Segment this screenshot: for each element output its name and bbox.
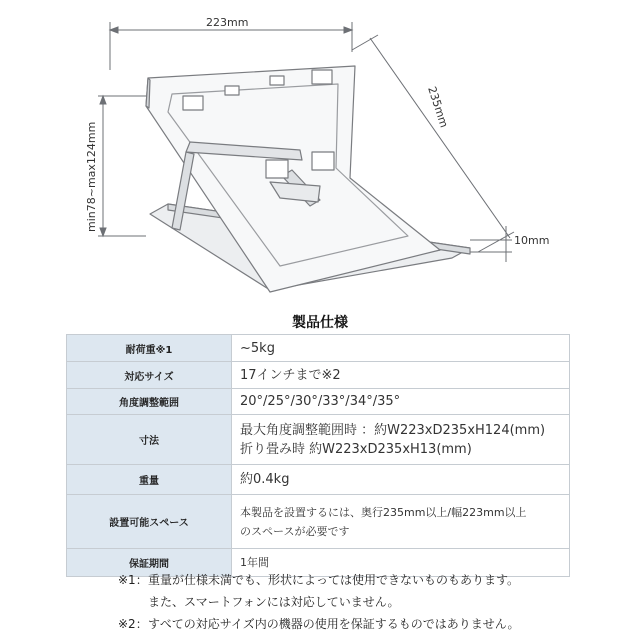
spec-value-line: 最大角度調整範囲時 ：約W223xD235xH124(mm) [240,422,546,438]
spec-value: 20°/25°/30°/33°/34°/35° [232,389,570,415]
spec-key: 寸法 [67,415,232,465]
footnote [118,613,638,635]
spec-value: ~5kg [232,335,570,362]
spec-value: 1年間 [232,549,570,577]
footnote-text: すべての対応サイズ内の機器の使用を保証するものではありません。 [148,617,520,631]
footnote [118,569,638,591]
spec-key: 保証期間 [67,549,232,577]
spec-value [232,495,570,549]
height-label: min78~max124mm [85,121,98,232]
table-row [67,415,570,465]
depth-label: 235mm [425,84,451,130]
spec-value: 約0.4kg [232,465,570,495]
spec-value [232,415,570,465]
footnotes [118,569,638,635]
footnote-text: 重量が仕様未満でも、形状によっては使用できないものもあります。 [148,573,520,587]
width-label: 223mm [206,16,249,29]
footnote-mark: ※2： [118,617,148,631]
footnote [118,591,638,613]
thickness-label: 10mm [514,234,550,247]
table-row [67,335,570,362]
spec-value-line: 本製品を設置するには、奥行235mm以上/幅223mm以上 [240,505,527,519]
spec-value-line: 折り畳み時 約W223xD235xH13(mm) [240,441,472,457]
table-row [67,495,570,549]
spec-key: 角度調整範囲 [67,389,232,415]
footnote-text: また、スマートフォンには対応していません。 [148,595,400,609]
spec-key: 対応サイズ [67,362,232,389]
product-dimension-diagram [0,0,640,305]
footnote-mark: ※1： [118,573,148,587]
spec-key: 重量 [67,465,232,495]
spec-value: 17インチまで※2 [232,362,570,389]
spec-title: 製品仕様 [292,315,348,331]
spec-key: 設置可能スペース [67,495,232,549]
table-row [67,465,570,495]
table-row [67,389,570,415]
spec-value-line: のスペースが必要です [240,524,350,538]
spec-key: 耐荷重※1 [67,335,232,362]
spec-table [66,334,570,577]
footnote-mark [118,591,148,613]
table-row [67,362,570,389]
